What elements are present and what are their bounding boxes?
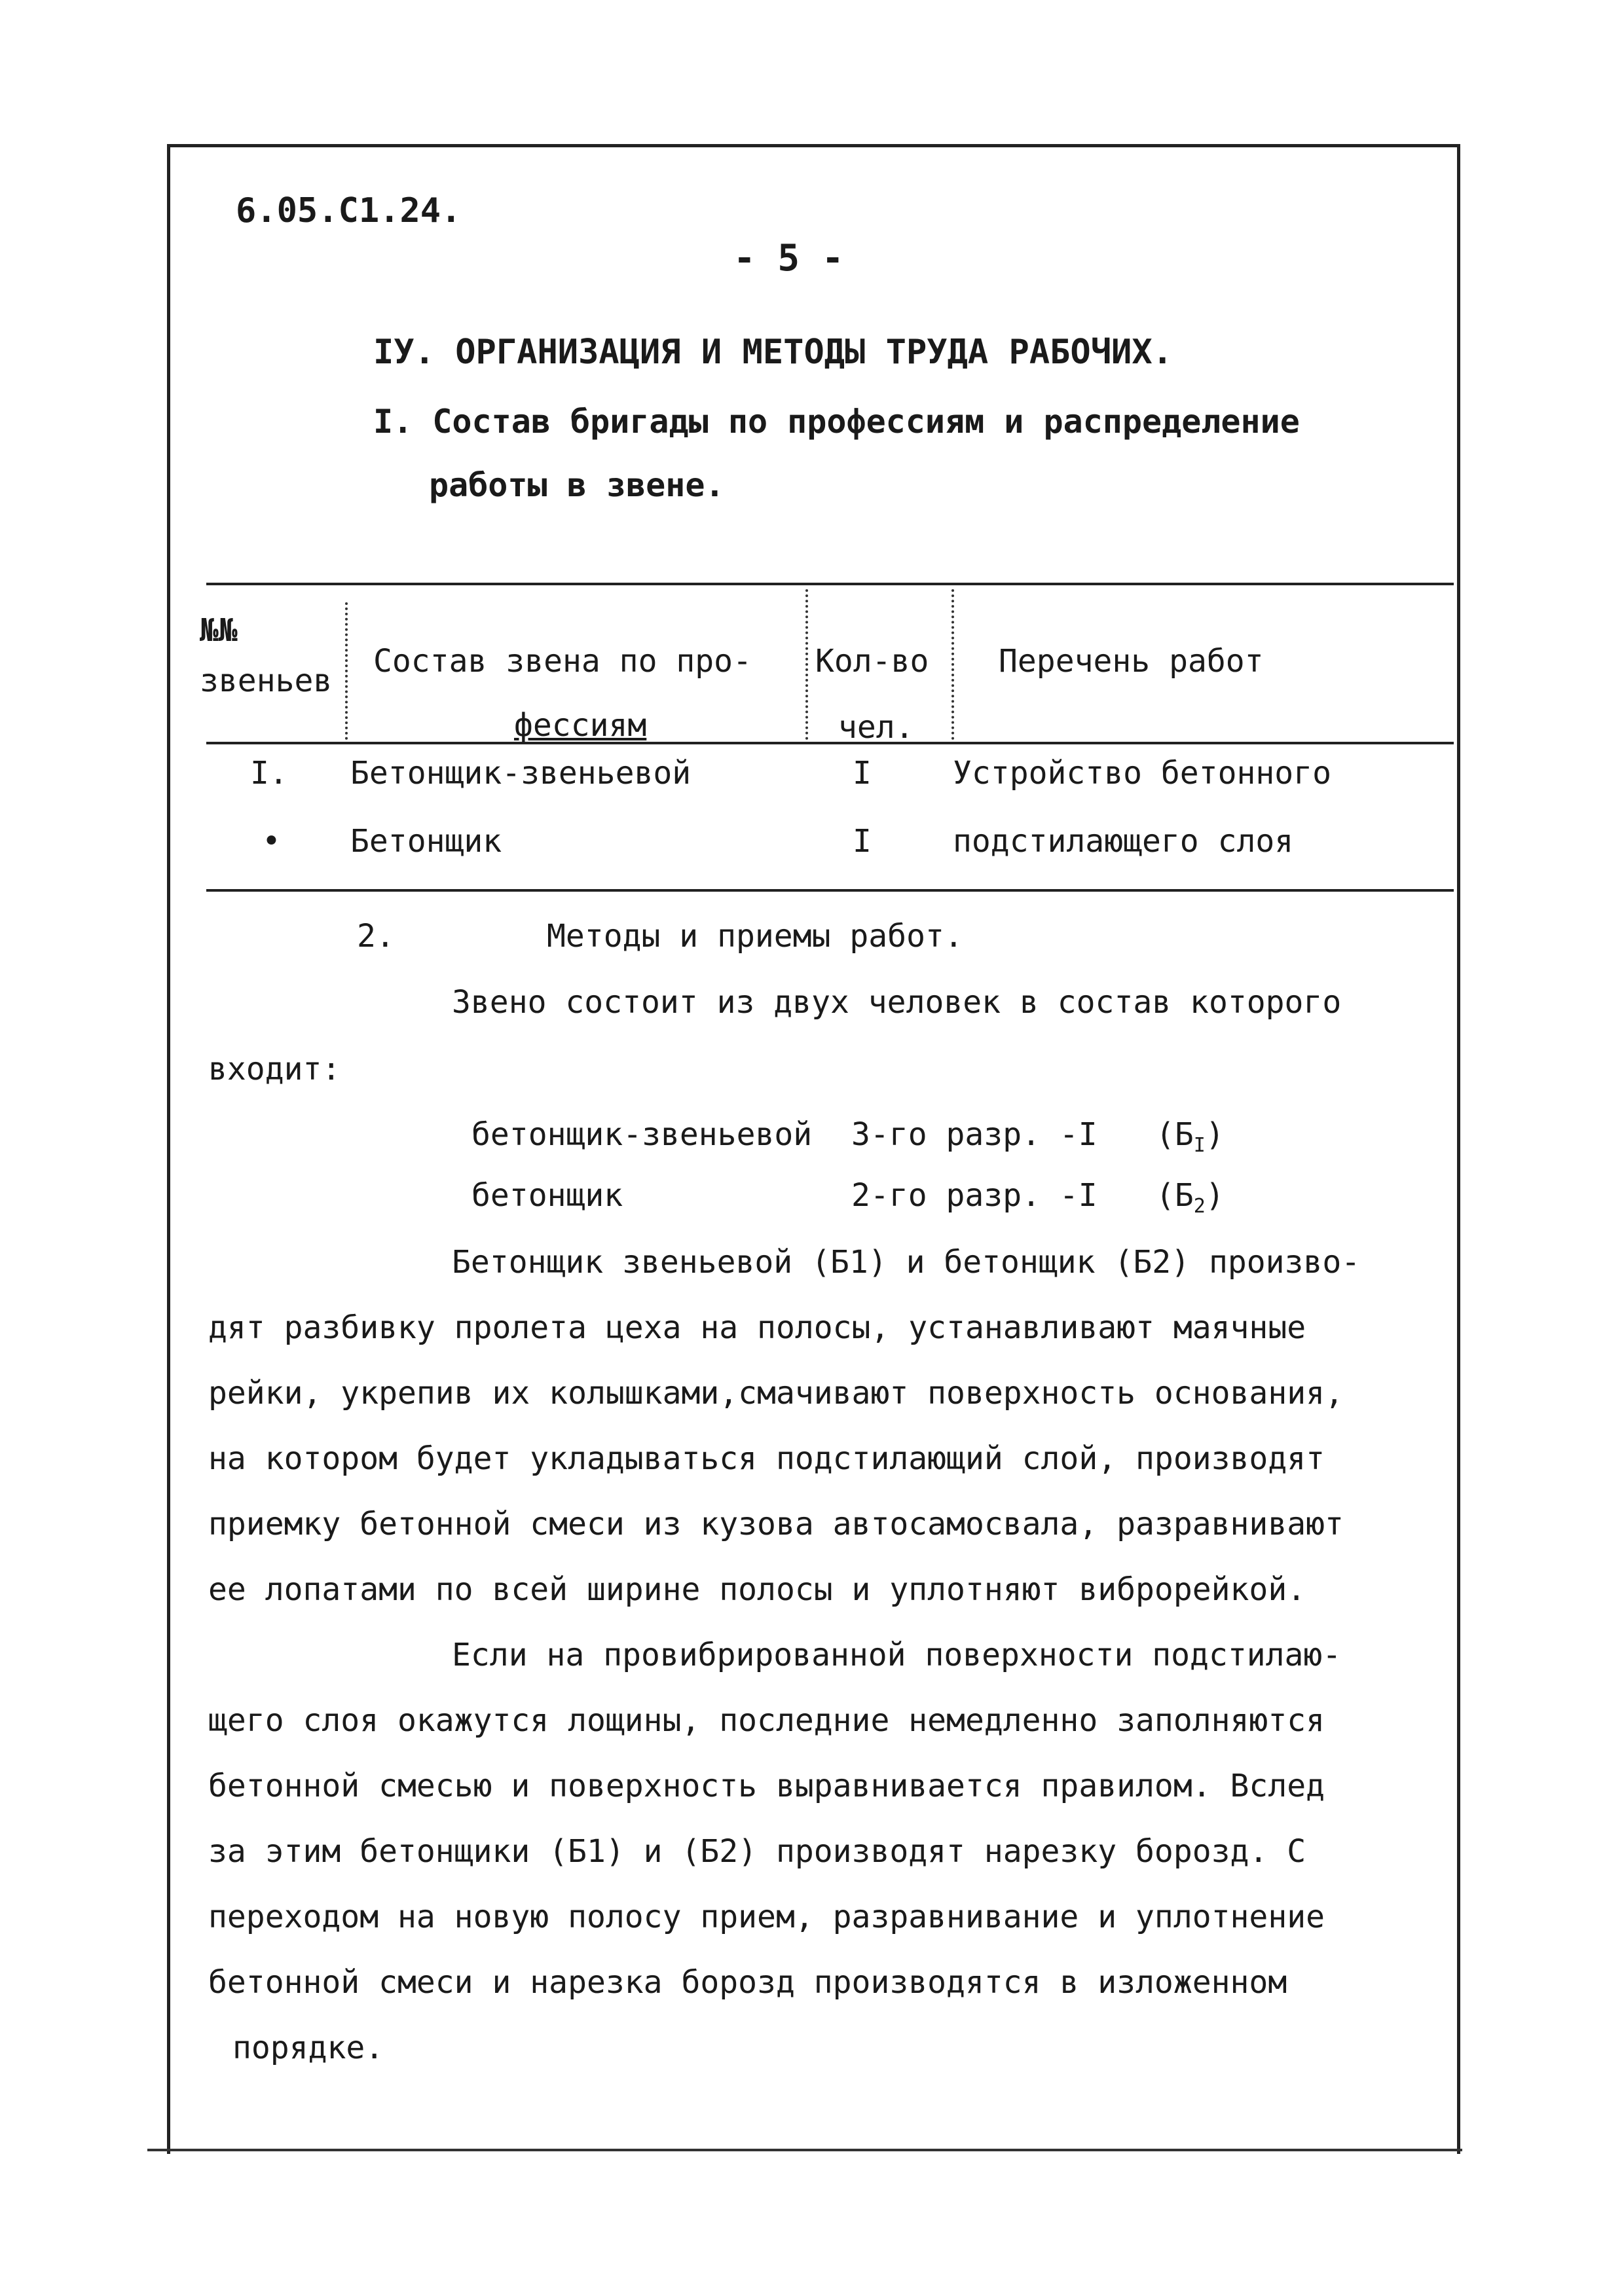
paragraph-line: порядке. [232,2030,384,2066]
crew-code: $(Б_I)$ [1156,1116,1225,1157]
table-header-work: Перечень работ [999,643,1264,680]
table-cell-role: Бетонщик [350,823,502,860]
table-cell-qty: I [853,823,872,860]
table-header-qty: Кол-во [815,643,929,680]
paragraph-line: приемку бетонной смеси из кузова автосамосвала, разравнивают [208,1506,1344,1542]
paragraph-line: Если на провибрированной поверхности подстилаю- [452,1637,1342,1673]
subsection-title-line1: I. Состав бригады по профессиям и распределение [373,403,1300,441]
table-header-role: Состав звена по про- [373,643,752,680]
table-header-role: фессиям [514,707,647,744]
subsection2-number: 2. [357,918,395,955]
crew-grade: 2-го разр. -I [851,1177,1098,1214]
table-cell-num: I. [250,755,288,792]
table-bottom-rule [206,889,1454,892]
table-cell-work: Устройство бетонного [953,755,1331,792]
paragraph-line: щего слоя окажутся лощины, последние немедленно заполняются [208,1702,1325,1739]
bottom-rule [147,2149,1462,2151]
paragraph-line: бетонной смеси и нарезка борозд производятся в изложенном [208,1964,1287,2001]
paragraph-line: Звено состоит из двух человек в состав которого [452,984,1342,1021]
table-cell-role: Бетонщик-звеньевой [350,755,692,792]
paragraph-line: Бетонщик звеньевой (Б1) и бетонщик (Б2) произво- [452,1244,1361,1281]
crew-code: $(Б_2)$ [1156,1177,1225,1218]
paragraph-line: переходом на новую полосу прием, разравнивание и уплотнение [208,1899,1325,1935]
table-cell-num: • [262,823,281,860]
table-col-separator [951,589,954,740]
paragraph-line: дят разбивку пролета цеха на полосы, устанавливают маячные [208,1309,1306,1346]
paragraph-line: рейки, укрепив их колышками,смачивают поверхность основания, [208,1375,1344,1412]
table-cell-work: подстилающего слоя [953,823,1294,860]
section-title: IУ. ОРГАНИЗАЦИЯ И МЕТОДЫ ТРУДА РАБОЧИХ. [373,333,1173,372]
table-header-rule [206,742,1454,744]
crew-role: бетонщик [471,1177,623,1214]
document-code: 6.05.C1.24. [236,191,462,230]
paragraph-line: на котором будет укладываться подстилающий слой, производят [208,1440,1325,1477]
table-top-rule [206,583,1454,585]
table-col-separator [805,589,808,740]
table-cell-qty: I [853,755,872,792]
page-number: - 5 - [733,237,844,280]
crew-role: бетонщик-звеньевой [471,1116,813,1153]
paragraph-line: за этим бетонщики (Б1) и (Б2) производят нарезку борозд. С [208,1833,1306,1870]
paragraph-line: ее лопатами по всей ширине полосы и уплотняют виброрейкой. [208,1571,1306,1608]
paragraph-line: бетонной смесью и поверхность выравнивается правилом. Вслед [208,1768,1325,1804]
table-header-num: звеньев [200,663,333,699]
table-header-qty: чел. [838,709,914,746]
crew-grade: 3-го разр. -I [851,1116,1098,1153]
subsection-title-line2: работы в звене. [429,466,725,504]
subsection2-title: Методы и приемы работ. [547,918,963,955]
paragraph-line: входит: [208,1051,341,1087]
table-header-num: №№ [200,612,238,649]
table-col-separator [345,602,348,740]
